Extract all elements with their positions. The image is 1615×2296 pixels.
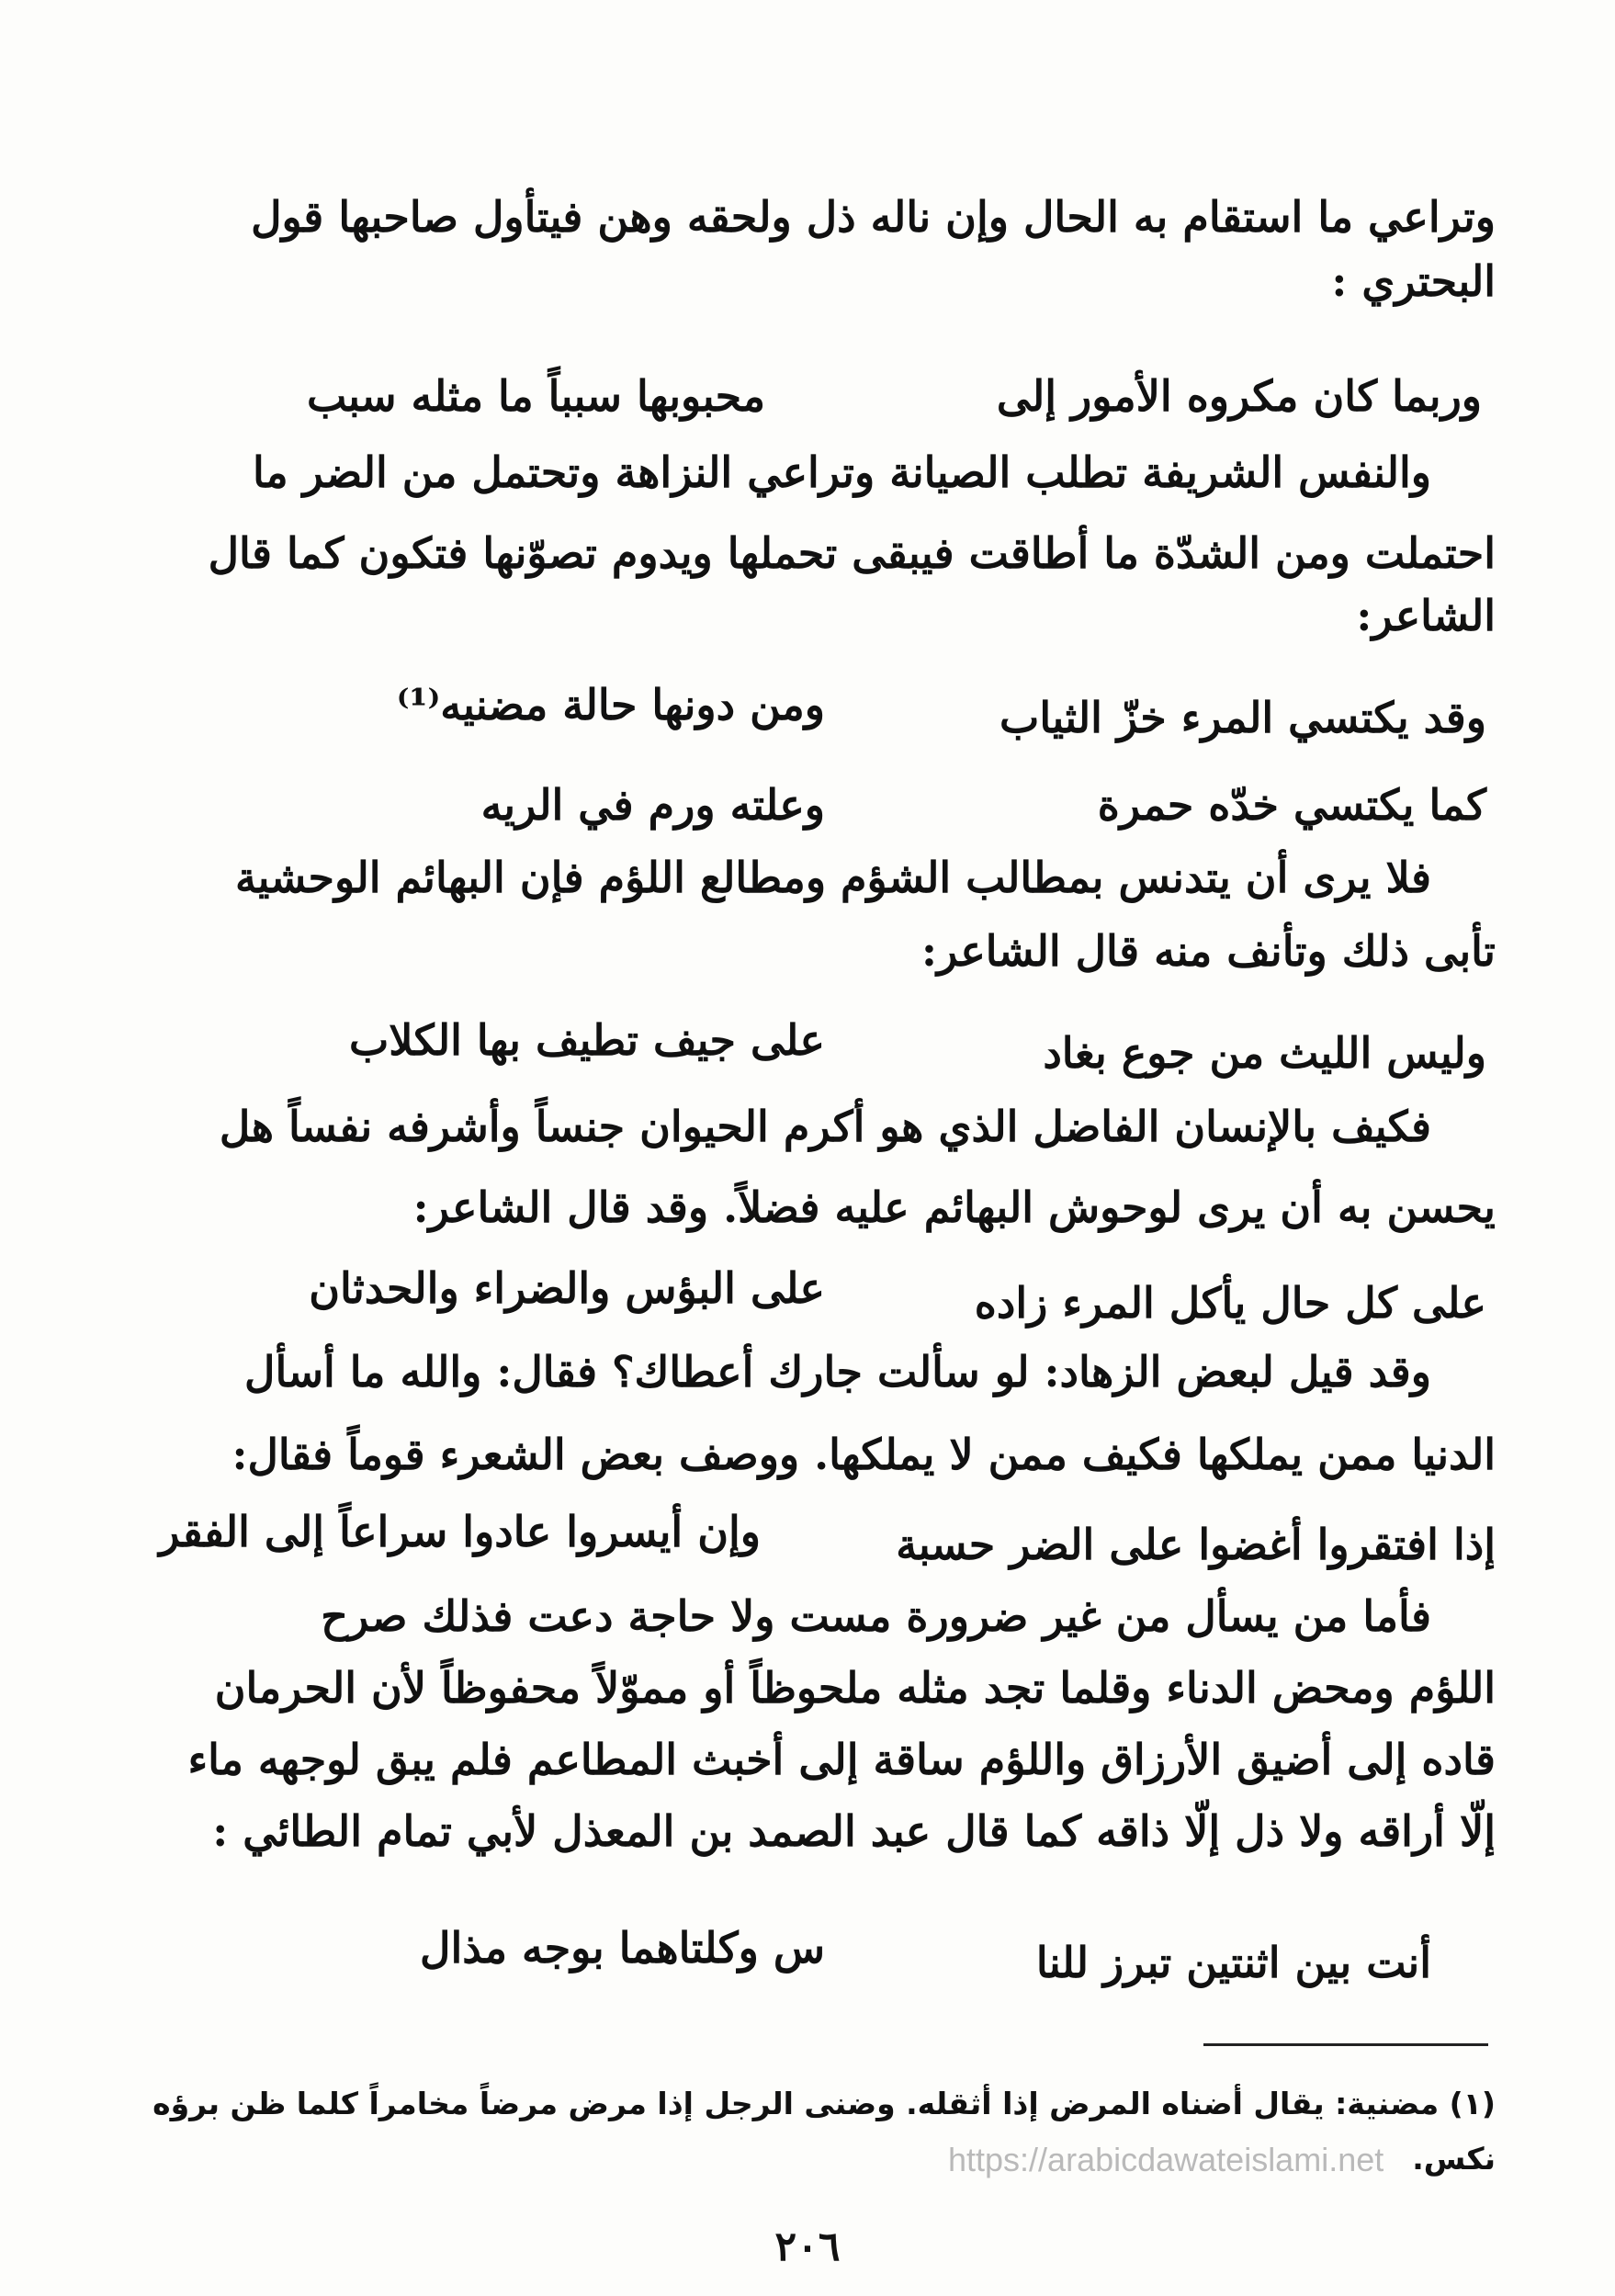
verse-hemistich-left: محبوبها سبباً ما مثله سبب bbox=[306, 371, 765, 421]
paragraph-1 bbox=[118, 175, 1496, 323]
text-line: الشاعر: bbox=[1356, 591, 1496, 640]
text-line: وتراعي ما استقام به الحال وإن ناله ذل ولحقه وهن فيتأول صاحبها قول bbox=[251, 192, 1496, 242]
verse-hemistich-left: وإن أيسروا عادوا سراعاً إلى الفقر bbox=[159, 1507, 761, 1556]
text-line: فكيف بالإنسان الفاضل الذي هو أكرم الحيوان جنساً وأشرفه نفساً هل bbox=[219, 1102, 1431, 1151]
footnote-line: نكس. bbox=[1412, 2141, 1496, 2177]
text-line: فأما من يسأل من غير ضرورة مست ولا حاجة دعت فذلك صرح bbox=[321, 1591, 1431, 1641]
paragraph-3 bbox=[118, 836, 1496, 992]
verse-hemistich-left: وعلته ورم في الريه bbox=[480, 780, 825, 830]
text-line: يحسن به أن يرى لوحوش البهائم عليه فضلاً. وقد قال الشاعر: bbox=[412, 1182, 1496, 1232]
verse-hemistich-left: ومن دونها حالة مضنيه⁽¹⁾ bbox=[396, 680, 825, 730]
text-line: والنفس الشريفة تطلب الصيانة وتراعي النزاهة وتحتمل من الضر ما bbox=[253, 447, 1431, 497]
verse-hemistich-right: وقد يكتسي المرء خزّ الثياب bbox=[999, 693, 1486, 742]
text-line: احتملت ومن الشدّة ما أطاقت فيبقى تحملها ويدوم تصوّنها فتكون كما قال bbox=[208, 528, 1496, 578]
text-line: اللؤم ومحض الدناء وقلما تجد مثله ملحوظاً أو مموّلاً محفوظاً لأن الحرمان bbox=[214, 1663, 1496, 1713]
verse-hemistich-left: على البؤس والضراء والحدثان bbox=[309, 1263, 825, 1313]
footnote-line: (١) مضنية: يقال أضناه المرض إذا أثقله. وضنى الرجل إذا مرض مرضاً مخامراً كلما ظن برؤه bbox=[152, 2086, 1496, 2121]
verse-hemistich-right: إذا افتقروا أغضوا على الضر حسبة bbox=[896, 1520, 1496, 1569]
verse-4 bbox=[108, 1011, 1486, 1095]
paragraph-4 bbox=[118, 1084, 1496, 1250]
text-line: البحتري : bbox=[1331, 256, 1496, 306]
verse-hemistich-right: على كل حال يأكل المرء زاده bbox=[974, 1278, 1486, 1328]
text-line: تأبى ذلك وتأنف منه قال الشاعر: bbox=[920, 926, 1496, 976]
verse-2 bbox=[108, 675, 1486, 760]
text-line: الدنيا ممن يملكها فكيف ممن لا يملكها. ووصف بعض الشعرء قوماً فقال: bbox=[232, 1430, 1496, 1479]
footnote-divider bbox=[1203, 2043, 1488, 2046]
verse-hemistich-right: وربما كان مكروه الأمور إلى bbox=[996, 371, 1482, 421]
verse-hemistich-left: س وكلتاهما بوجه مذال bbox=[420, 1923, 825, 1973]
paragraph-6 bbox=[118, 1580, 1496, 1867]
verse-hemistich-left: على جيف تطيف بها الكلاب bbox=[348, 1015, 825, 1065]
text-line: فلا يرى أن يتدنس بمطالب الشؤم ومطالع اللؤم فإن البهائم الوحشية bbox=[234, 853, 1431, 902]
verse-3 bbox=[108, 763, 1486, 847]
paragraph-2 bbox=[118, 432, 1496, 656]
verse-hemistich-right: وليس الليث من جوع بغاد bbox=[1043, 1028, 1486, 1078]
watermark: https://arabicdawateislami.net bbox=[948, 2141, 1384, 2178]
verse-6 bbox=[99, 1502, 1496, 1587]
verse-hemistich-right: كما يكتسي خدّه حمرة bbox=[1097, 780, 1486, 830]
text-line: إلّا أراقه ولا ذل إلّا ذاقه كما قال عبد الصمد بن المعذل لأبي تمام الطائي : bbox=[212, 1806, 1496, 1856]
verse-hemistich-right: أنت بين اثنتين تبرز للنا bbox=[1035, 1938, 1431, 1987]
verse-7 bbox=[108, 1920, 1486, 2005]
paragraph-5 bbox=[118, 1330, 1496, 1496]
text-line: قاده إلى أضيق الأرزاق واللؤم ساقة إلى أخبث المطاعم فلم يبق لوجهه ماء bbox=[187, 1735, 1496, 1784]
text-line: وقد قيل لبعض الزهاد: لو سألت جارك أعطاك؟ فقال: والله ما أسأل bbox=[244, 1347, 1431, 1397]
page-number: ٢٠٦ bbox=[774, 2223, 841, 2270]
verse-1 bbox=[104, 354, 1482, 438]
